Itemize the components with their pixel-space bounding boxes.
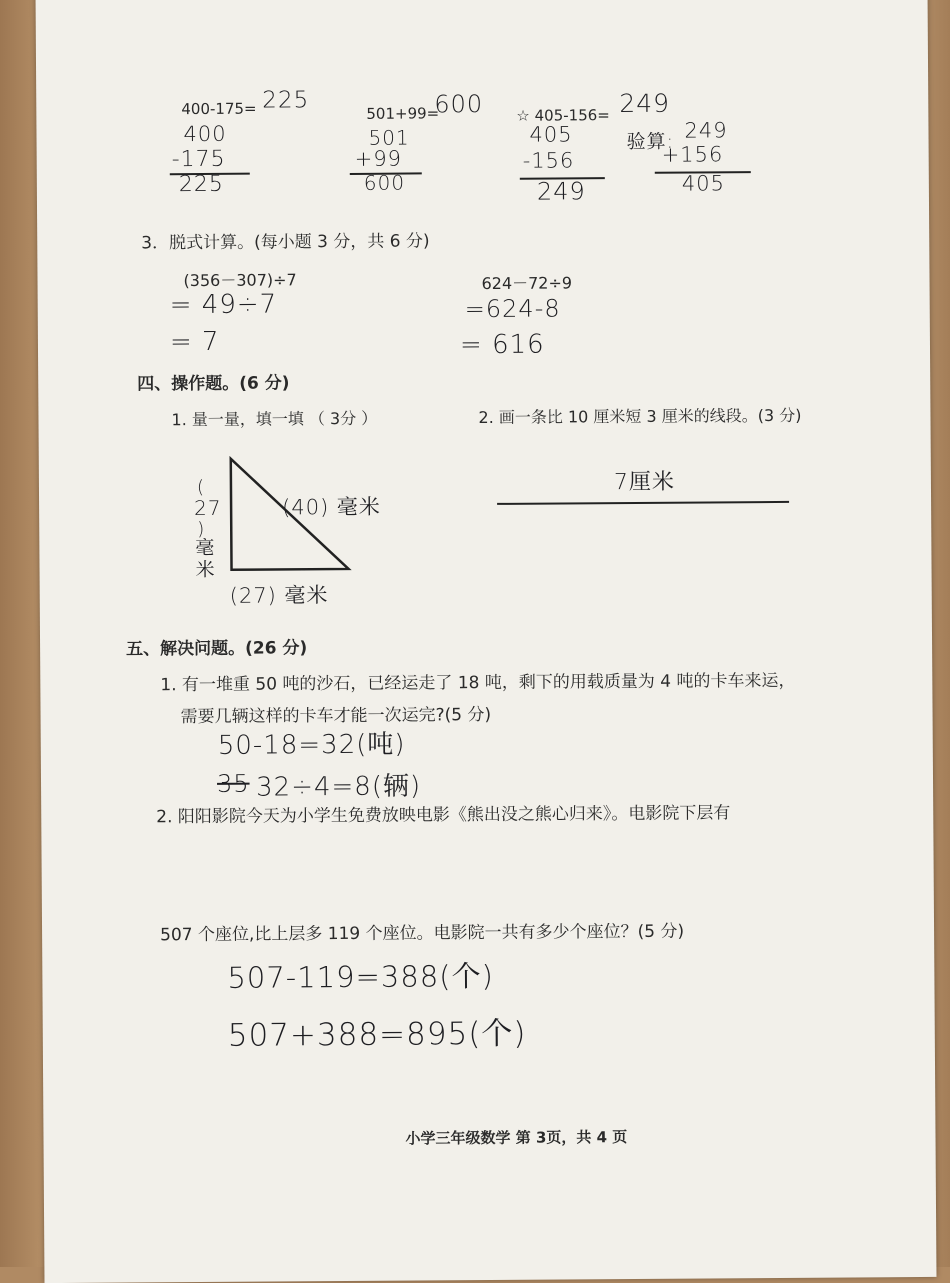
section3-p1-expr: (356－307)÷7 (183, 270, 297, 291)
eq1-prompt: 400-175= (181, 99, 257, 119)
triangle-left-value: 27 (194, 495, 222, 521)
section3-title: 3．脱式计算。(每小题 3 分，共 6 分) (141, 231, 430, 254)
eq3-top: 405 (529, 122, 573, 147)
section5-q1-line2: 需要几辆这样的卡车才能一次运完?(5 分) (180, 704, 492, 728)
page-footer: 小学三年级数学 第 3页，共 4 页 (405, 1128, 628, 1148)
eq2-top: 501 (368, 125, 410, 150)
eq1-answer: 225 (262, 87, 310, 114)
section5-q1-line1: 1. 有一堆重 50 吨的沙石，已经运走了 18 吨，剩下的用载质量为 4 吨的卡车来运， (160, 670, 796, 696)
section5-q2-answer1: 507-119=388(个) (227, 958, 494, 995)
section3-p2-step1: =624-8 (464, 294, 561, 324)
triangle-left-unit: 毫米 (195, 536, 216, 582)
section3-p1-step2: = 7 (169, 326, 220, 358)
eq3-check-label: 验算: (626, 130, 675, 154)
section5-q1-answer2: 32÷4=8(辆) (255, 771, 422, 803)
eq1-top: 400 (183, 121, 227, 147)
triangle-left-paren-open: ( (196, 476, 206, 499)
section5-title: 五、解决问题。(26 分) (126, 638, 308, 660)
eq2-bottom: +99 (354, 146, 403, 171)
section5-q2-line1: 2. 阳阳影院今天为小学生免费放映电影《熊出没之熊心归来》。电影院下层有 (156, 803, 731, 828)
drawn-segment (497, 501, 789, 505)
section4-title: 四、操作题。(6 分) (137, 373, 290, 395)
exam-paper (36, 0, 937, 1283)
eq2-result: 600 (363, 170, 406, 195)
eq2-prompt: 501+99= (366, 104, 440, 123)
triangle-bottom-label: (27) 毫米 (229, 583, 329, 608)
eq2-answer: 600 (434, 90, 484, 119)
section3-p2-expr: 624－72÷9 (481, 273, 573, 294)
eq3-result: 249 (536, 177, 586, 206)
section3-p2-step2: = 616 (459, 329, 545, 361)
eq3-prompt: ☆ 405-156= (516, 106, 610, 125)
eq3-answer: 249 (619, 88, 671, 119)
triangle-left-paren-close: ) (197, 518, 206, 541)
eq3-bottom: -156 (522, 148, 575, 173)
eq3-check-result: 405 (681, 171, 726, 196)
eq3-check-top: 249 (684, 118, 728, 143)
section4-q2: 2. 画一条比 10 厘米短 3 厘米的线段。(3 分) (478, 405, 802, 428)
eq1-bottom: -175 (171, 146, 226, 173)
section4-q1: 1. 量一量，填一填 （ 3分 ） (171, 408, 378, 430)
eq3-check-bottom: +156 (661, 142, 724, 167)
section5-q1-crossed-out: 35 (216, 769, 250, 798)
section5-q2-line2: 507 个座位,比上层多 119 个座位。电影院一共有多少个座位？(5 分) (160, 921, 685, 946)
section5-q2-answer2: 507+388=895(个) (227, 1015, 527, 1054)
section3-p1-step1: = 49÷7 (169, 289, 278, 321)
triangle-hypotenuse-label: (40) 毫米 (282, 494, 381, 520)
segment-label: 7厘米 (613, 469, 676, 496)
eq1-result: 225 (178, 171, 224, 198)
section5-q1-answer1: 50-18=32(吨) (217, 729, 406, 761)
